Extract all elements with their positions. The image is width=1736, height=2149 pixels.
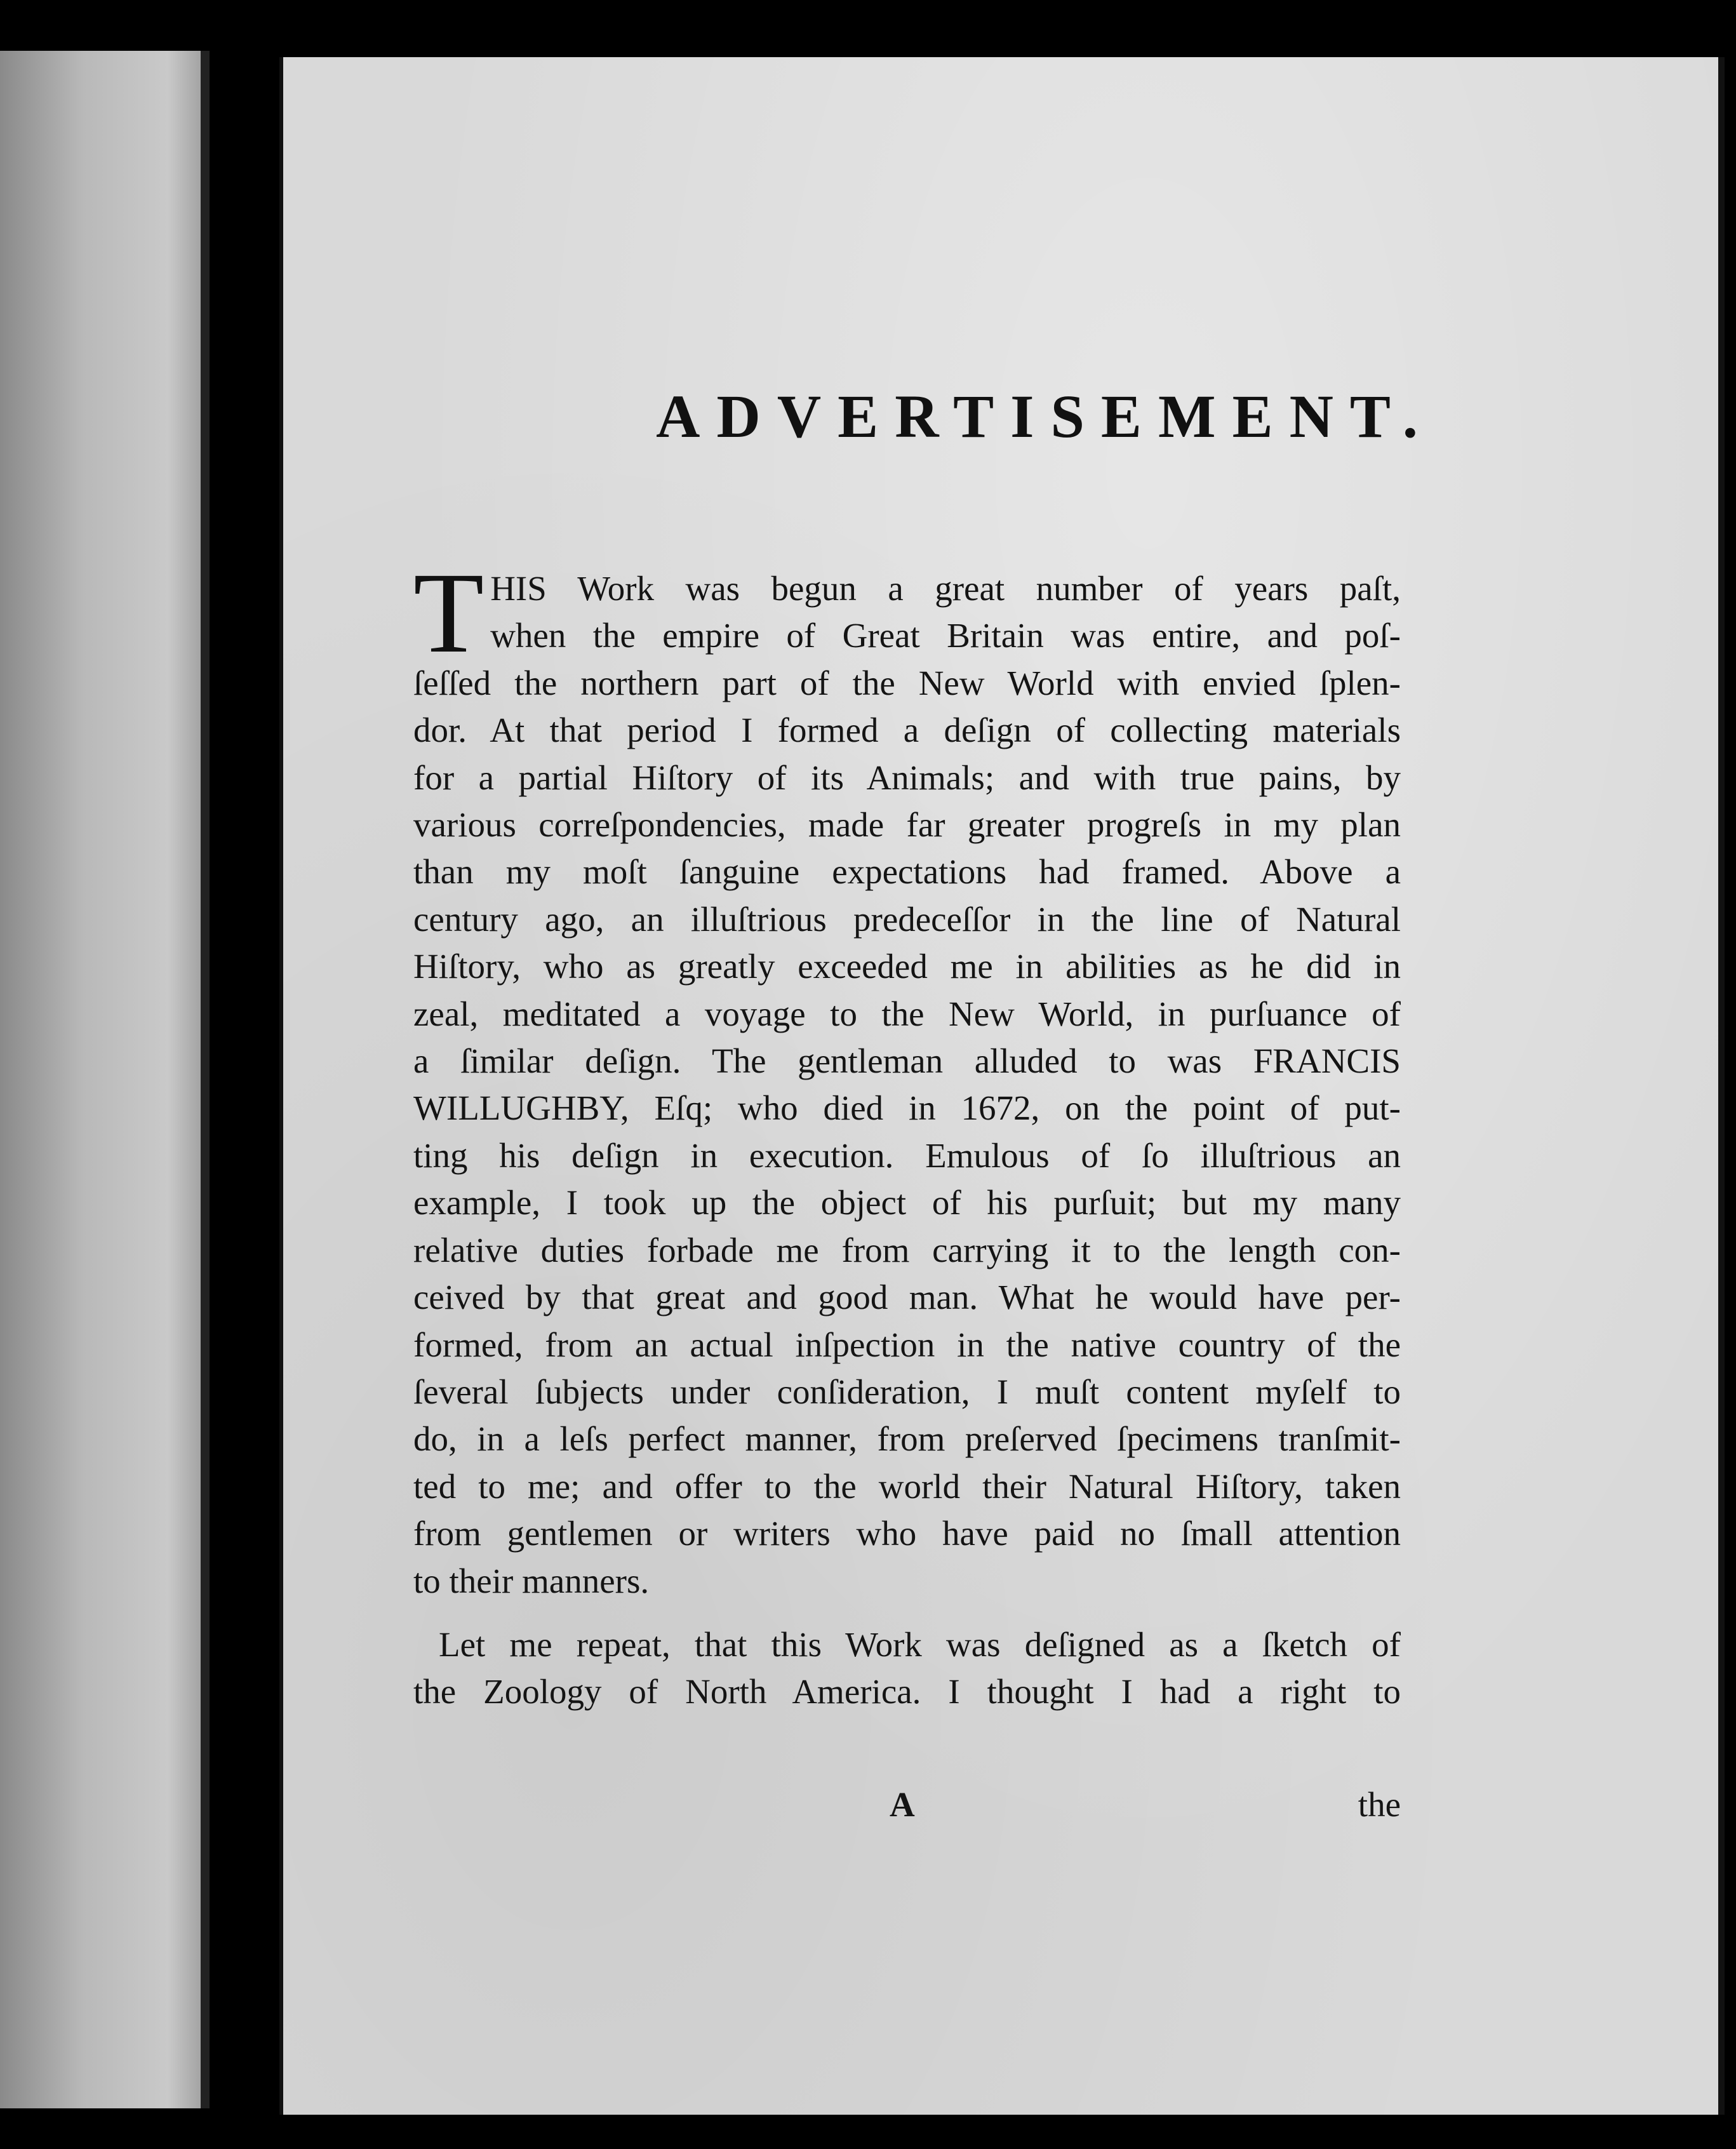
catchword: the [1358,1785,1401,1824]
page-footer [413,1784,1401,1835]
text-line: do, in a leſs perfect manner, from preſerved ſpecimens tranſmit- [413,1419,1401,1459]
text-line: for a partial Hiſtory of its Animals; and with true pains, by [413,758,1401,797]
text-line: ceived by that great and good man. What he would have per- [413,1278,1401,1317]
text-line: various correſpondencies, made far greater progreſs in my plan [413,805,1401,845]
text-line: dor. At that period I formed a deſign of collecting materials [413,711,1401,750]
text-line: Hiſtory, who as greatly exceeded me in abilities as he did in [413,947,1401,986]
text-line: ſeſſed the northern part of the New World with envied ſplen- [413,663,1401,702]
text-line: ted to me; and offer to the world their Natural Hiſtory, taken [413,1466,1401,1506]
text-line: to their manners. [413,1561,650,1600]
text-line: from gentlemen or writers who have paid no ſmall attention [413,1514,1401,1553]
text-line: when the empire of Great Britain was entire, and poſ- [490,616,1401,655]
paragraph-2 [413,1621,1401,1716]
text-line: ting his deſign in execution. Emulous of ſo illuſtrious an [413,1135,1401,1175]
text-line: HIS Work was begun a great number of years paſt, [490,569,1401,608]
text-line: example, I took up the object of his purſuit; but my many [413,1183,1401,1222]
book-page [279,57,1725,2115]
text-line: Let me repeat, that this Work was deſigned as a ſketch of [439,1624,1401,1664]
body-text [413,549,1401,1716]
text-line: formed, from an actual inſpection in the native country of the [413,1325,1401,1364]
page-heading: ADVERTISEMENT. [656,382,1434,450]
text-line: relative duties forbade me from carrying it to the length con- [413,1230,1401,1269]
text-line: zeal, meditated a voyage to the New World, in purſuance of [413,994,1401,1033]
signature-mark: A [890,1785,915,1824]
text-line: ſeveral ſubjects under conſideration, I muſt content myſelf to [413,1372,1401,1411]
book-gutter [210,0,279,2149]
text-line: a ſimilar deſign. The gentleman alluded to was FRANCIS [413,1041,1401,1081]
facing-page-edge [0,51,210,2108]
paragraph-1 [413,549,1401,1605]
text-line: WILLUGHBY, Eſq; who died in 1672, on the point of put- [413,1088,1401,1128]
text-line: the Zoology of North America. I thought I had a right to [413,1672,1401,1711]
drop-cap: T [413,549,484,677]
text-line: century ago, an illuſtrious predeceſſor in the line of Natural [413,899,1401,939]
text-line: than my moſt ſanguine expectations had framed. Above a [413,852,1401,892]
